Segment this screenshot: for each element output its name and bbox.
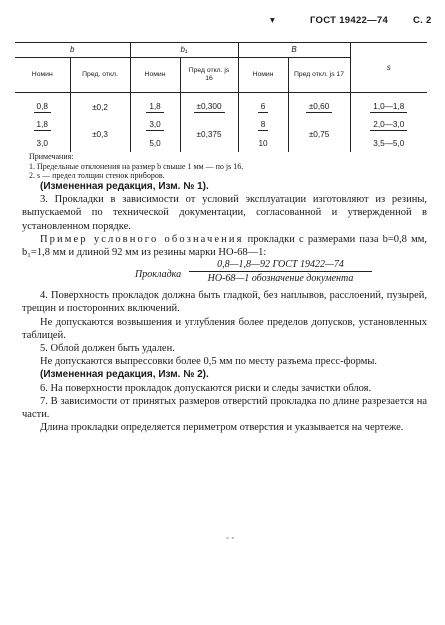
example-rest: прокладки с размерами паза b=0,8 мм, b₁=1,8 мм и длиной 92 мм из резины марки НО-68—1:: [22, 233, 428, 259]
cell-B-deviation: ±0,60: [288, 93, 350, 117]
revision-note: (Измененная редакция, Изм. № 1).: [40, 181, 209, 192]
subheader-b-nominal: Номин: [15, 58, 70, 93]
paragraph-5: 5. Облой должен быть удален.: [40, 343, 175, 355]
standard-title: ГОСТ 19422—74: [310, 15, 389, 26]
page-number: С. 2: [413, 15, 432, 26]
example-lead: Пример условного обозначения: [40, 233, 244, 245]
paragraph-4: 4. Поверхность прокладок должна быть гладкой, без наплывов, расслоений, пузырей, трещин и посторонних включений.: [22, 290, 427, 315]
header-mark: ▾: [270, 15, 276, 26]
cell-b1-deviation: ±0,375: [180, 116, 238, 152]
subheader-b-deviation: Пред. откл.: [70, 58, 130, 93]
formula-label: Прокладка: [135, 269, 182, 281]
cell-b-nominal: 3,0: [36, 138, 48, 148]
paragraph-6: 6. На поверхности прокладок допускаются риски и следы зачистки облоя.: [40, 382, 372, 394]
cell-s: 2,0—3,0: [350, 116, 427, 134]
cell-b1-deviation: ±0,300: [180, 93, 238, 117]
subheader-B-deviation: Пред откл. js 17: [288, 58, 350, 93]
header-b: b: [15, 43, 130, 58]
cell-B-nominal: 10: [238, 134, 288, 152]
cell-B-nominal: 6: [238, 93, 288, 117]
cell-b-nominal: 1,8: [15, 116, 70, 134]
table-notes: [29, 152, 243, 181]
paragraph-4b: Не допускаются возвышения и углубления более пределов допусков, установленных таблицей.: [22, 316, 427, 341]
note-item: 2. s — предел толщин стенок приборов.: [29, 171, 165, 180]
cell-b1-nominal: 5,0: [130, 134, 180, 152]
table-row: [15, 93, 427, 117]
dimensions-table: [15, 42, 427, 152]
formula-numerator: 0,8—1,8—92 ГОСТ 19422—74: [189, 259, 372, 272]
subheader-b1-deviation: Пред откл. js 16: [180, 58, 238, 93]
designation-formula: [22, 259, 427, 289]
cell-B-nominal: 8: [238, 116, 288, 134]
table-row: [15, 116, 427, 134]
cell-s: 3,5—5,0: [350, 134, 427, 152]
paragraph-7b: Длина прокладки определяется периметром отверстия и указывается на чертеже.: [40, 422, 404, 434]
paragraph-7: 7. В зависимости от принятых размеров отверстий прокладка по длине разрезается на части.: [22, 395, 427, 421]
scan-mark: ˜ ˚: [226, 536, 235, 546]
notes-heading: Примечания:: [29, 152, 74, 161]
cell-s: 1,0—1,8: [350, 93, 427, 117]
header-s: s: [350, 43, 427, 93]
cell-B-deviation: ±0,75: [288, 116, 350, 152]
cell-b1-nominal: 1,8: [130, 93, 180, 117]
page-header: [270, 15, 435, 29]
note-item: 1. Предельные отклонения на размер b свыше 1 мм — по js 16.: [29, 161, 244, 171]
paragraph-3: 3. Прокладки в зависимости от условий эксплуатации изготовляют из резины, выпускаемой по технической документации, согласованной и утвержденной в установленном порядке.: [22, 194, 427, 232]
subheader-B-nominal: Номин: [238, 58, 288, 93]
cell-b-deviation: ±0,3: [70, 116, 130, 152]
subheader-b1-nominal: Номин: [130, 58, 180, 93]
formula-denominator: НО-68—1 обозначение документа: [207, 273, 354, 285]
document-body: [22, 180, 427, 434]
revision-note: (Измененная редакция, Изм. № 2).: [40, 369, 209, 381]
cell-b1-nominal: 3,0: [130, 116, 180, 134]
paragraph-5b: Не допускаются выпрессовки более 0,5 мм по месту разъема пресс-формы.: [40, 356, 378, 368]
cell-b-nominal: 0,8: [15, 93, 70, 117]
header-b1: b₁: [130, 43, 238, 58]
header-B: B: [238, 43, 350, 58]
cell-b-deviation: ±0,2: [70, 93, 130, 117]
designation-example: [22, 233, 427, 259]
